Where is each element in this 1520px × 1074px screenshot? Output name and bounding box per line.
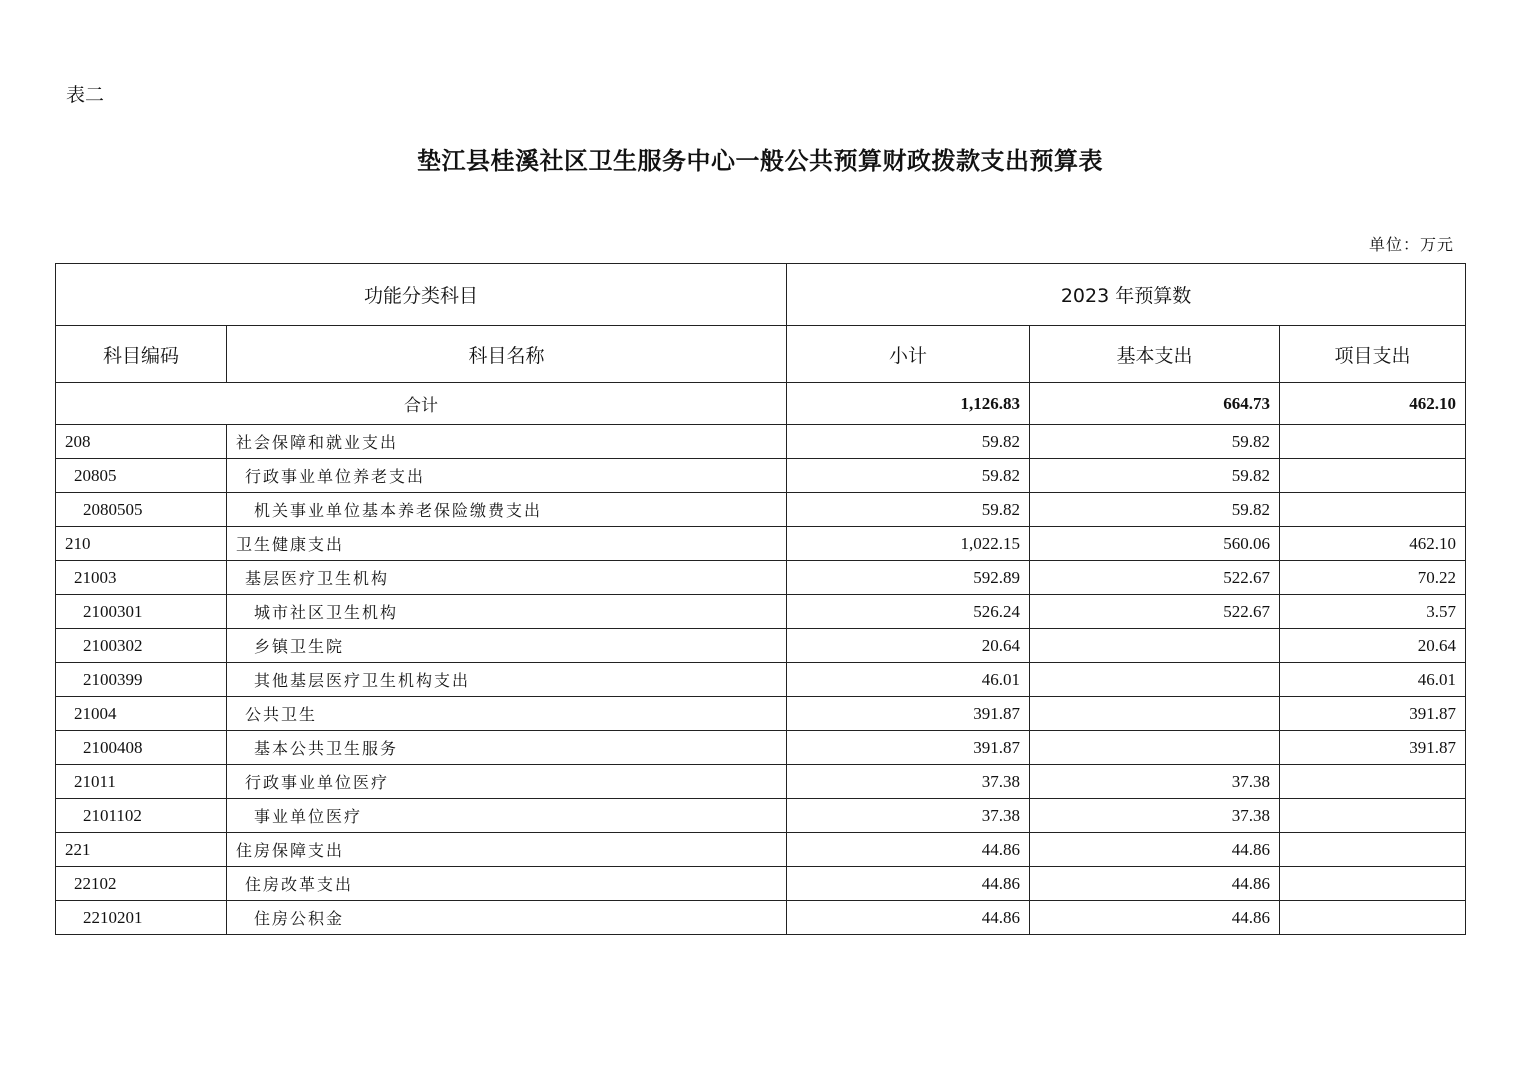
table-row xyxy=(56,629,1466,663)
row-subtotal: 59.82 xyxy=(787,459,1030,493)
table-row xyxy=(56,663,1466,697)
table-row xyxy=(56,595,1466,629)
row-code: 2100399 xyxy=(56,663,227,697)
row-basic: 59.82 xyxy=(1030,493,1280,527)
row-name: 住房保障支出 xyxy=(227,833,787,867)
row-subtotal: 59.82 xyxy=(787,425,1030,459)
table-row xyxy=(56,459,1466,493)
table-row xyxy=(56,765,1466,799)
table-row xyxy=(56,833,1466,867)
row-basic xyxy=(1030,697,1280,731)
row-subtotal: 20.64 xyxy=(787,629,1030,663)
table-number-label: 表二 xyxy=(66,84,105,106)
table-row xyxy=(56,731,1466,765)
basic-header: 基本支出 xyxy=(1030,326,1280,383)
row-code: 21003 xyxy=(56,561,227,595)
row-project: 391.87 xyxy=(1280,731,1466,765)
row-subtotal: 37.38 xyxy=(787,765,1030,799)
functional-category-header: 功能分类科目 xyxy=(56,264,787,326)
row-basic: 522.67 xyxy=(1030,561,1280,595)
row-project xyxy=(1280,459,1466,493)
row-basic: 59.82 xyxy=(1030,425,1280,459)
row-basic xyxy=(1030,731,1280,765)
row-name: 住房改革支出 xyxy=(227,867,787,901)
row-project xyxy=(1280,493,1466,527)
row-project xyxy=(1280,425,1466,459)
row-subtotal: 1,022.15 xyxy=(787,527,1030,561)
total-row xyxy=(56,383,1466,425)
row-project: 46.01 xyxy=(1280,663,1466,697)
row-subtotal: 391.87 xyxy=(787,697,1030,731)
row-basic: 44.86 xyxy=(1030,833,1280,867)
row-project xyxy=(1280,901,1466,935)
total-basic: 664.73 xyxy=(1030,383,1280,425)
row-project: 3.57 xyxy=(1280,595,1466,629)
row-basic: 37.38 xyxy=(1030,799,1280,833)
row-code: 21011 xyxy=(56,765,227,799)
row-code: 21004 xyxy=(56,697,227,731)
row-subtotal: 526.24 xyxy=(787,595,1030,629)
subtotal-header: 小计 xyxy=(787,326,1030,383)
row-basic xyxy=(1030,629,1280,663)
name-header: 科目名称 xyxy=(227,326,787,383)
row-name: 事业单位医疗 xyxy=(227,799,787,833)
row-name: 社会保障和就业支出 xyxy=(227,425,787,459)
row-code: 2101102 xyxy=(56,799,227,833)
row-project xyxy=(1280,833,1466,867)
row-project: 70.22 xyxy=(1280,561,1466,595)
row-code: 2100302 xyxy=(56,629,227,663)
row-name: 机关事业单位基本养老保险缴费支出 xyxy=(227,493,787,527)
row-subtotal: 37.38 xyxy=(787,799,1030,833)
row-code: 2100301 xyxy=(56,595,227,629)
row-code: 22102 xyxy=(56,867,227,901)
row-subtotal: 44.86 xyxy=(787,833,1030,867)
row-name: 城市社区卫生机构 xyxy=(227,595,787,629)
table-row xyxy=(56,867,1466,901)
row-project: 20.64 xyxy=(1280,629,1466,663)
table-row xyxy=(56,697,1466,731)
unit-label: 单位：万元 xyxy=(1368,235,1454,254)
row-code: 2080505 xyxy=(56,493,227,527)
table-row xyxy=(56,799,1466,833)
total-subtotal: 1,126.83 xyxy=(787,383,1030,425)
header-row-2 xyxy=(56,326,1466,383)
row-code: 208 xyxy=(56,425,227,459)
budget-table xyxy=(55,263,1466,935)
budget-year-header: 2023 年预算数 xyxy=(787,264,1466,326)
row-name: 住房公积金 xyxy=(227,901,787,935)
row-subtotal: 44.86 xyxy=(787,901,1030,935)
row-code: 2210201 xyxy=(56,901,227,935)
total-project: 462.10 xyxy=(1280,383,1466,425)
row-subtotal: 59.82 xyxy=(787,493,1030,527)
total-label: 合计 xyxy=(56,383,787,425)
row-name: 基层医疗卫生机构 xyxy=(227,561,787,595)
table-row xyxy=(56,901,1466,935)
row-name: 乡镇卫生院 xyxy=(227,629,787,663)
table-row xyxy=(56,425,1466,459)
row-basic: 560.06 xyxy=(1030,527,1280,561)
code-header: 科目编码 xyxy=(56,326,227,383)
row-subtotal: 592.89 xyxy=(787,561,1030,595)
row-name: 其他基层医疗卫生机构支出 xyxy=(227,663,787,697)
table-row xyxy=(56,493,1466,527)
row-basic: 37.38 xyxy=(1030,765,1280,799)
row-project xyxy=(1280,765,1466,799)
row-basic: 522.67 xyxy=(1030,595,1280,629)
row-project: 391.87 xyxy=(1280,697,1466,731)
project-header: 项目支出 xyxy=(1280,326,1466,383)
row-project xyxy=(1280,799,1466,833)
row-name: 公共卫生 xyxy=(227,697,787,731)
row-project: 462.10 xyxy=(1280,527,1466,561)
row-basic xyxy=(1030,663,1280,697)
header-row-1 xyxy=(56,264,1466,326)
row-basic: 44.86 xyxy=(1030,867,1280,901)
row-code: 221 xyxy=(56,833,227,867)
table-row xyxy=(56,561,1466,595)
row-name: 基本公共卫生服务 xyxy=(227,731,787,765)
row-subtotal: 391.87 xyxy=(787,731,1030,765)
row-basic: 59.82 xyxy=(1030,459,1280,493)
row-subtotal: 46.01 xyxy=(787,663,1030,697)
row-code: 2100408 xyxy=(56,731,227,765)
document-title: 垫江县桂溪社区卫生服务中心一般公共预算财政拨款支出预算表 xyxy=(417,146,1103,175)
table-row xyxy=(56,527,1466,561)
row-project xyxy=(1280,867,1466,901)
row-name: 行政事业单位养老支出 xyxy=(227,459,787,493)
row-name: 行政事业单位医疗 xyxy=(227,765,787,799)
row-subtotal: 44.86 xyxy=(787,867,1030,901)
row-code: 20805 xyxy=(56,459,227,493)
row-basic: 44.86 xyxy=(1030,901,1280,935)
row-name: 卫生健康支出 xyxy=(227,527,787,561)
row-code: 210 xyxy=(56,527,227,561)
